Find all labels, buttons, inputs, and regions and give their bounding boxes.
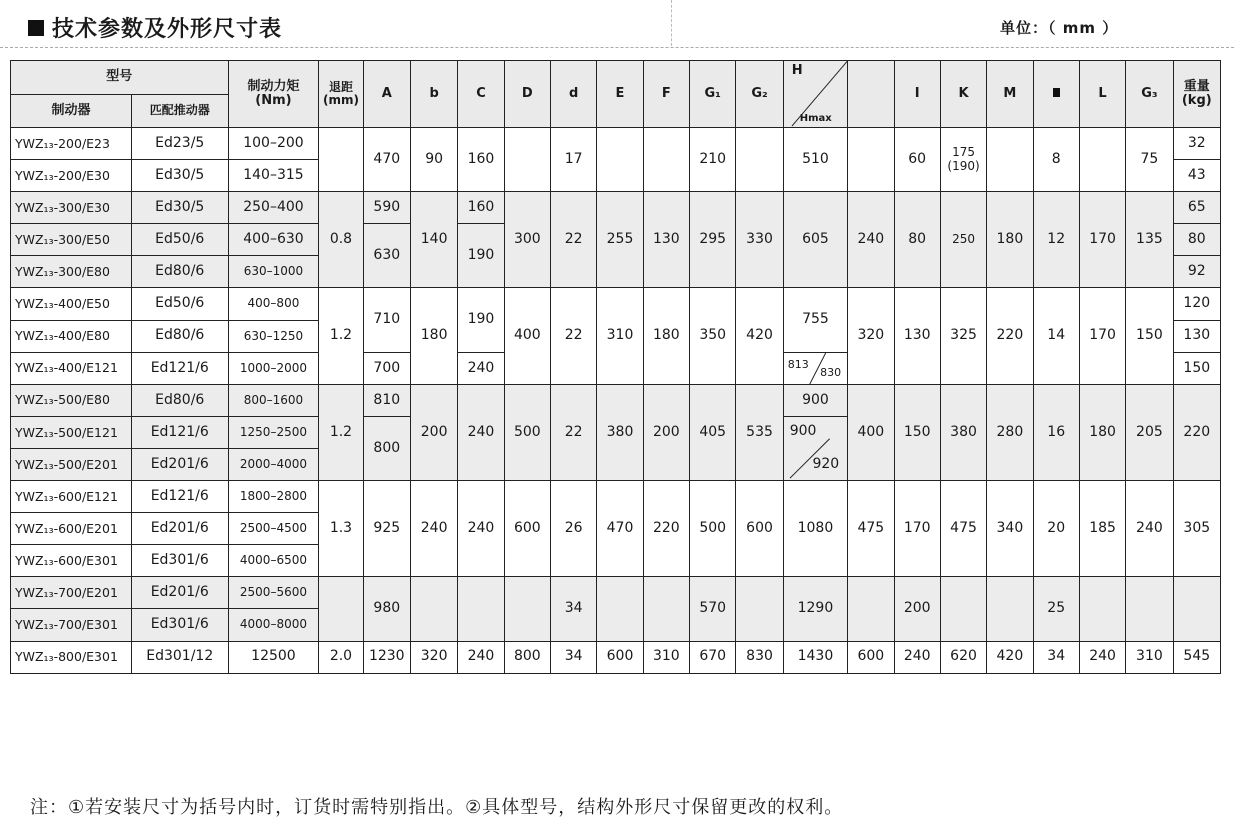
header-G1: G₁ [690, 61, 736, 128]
row-torque: 2500–4500 [228, 513, 319, 545]
cell-D: 800 [504, 641, 550, 673]
header-M: M [987, 61, 1033, 128]
row-model: YWZ₁₃-200/E23 [11, 128, 132, 160]
header-G3: G₃ [1126, 61, 1173, 128]
row-pusher: Ed201/6 [131, 448, 228, 480]
row-pusher: Ed121/6 [131, 416, 228, 448]
cell-H: 605 [783, 192, 847, 288]
header-rule [0, 47, 1234, 48]
row-model: YWZ₁₃-600/E201 [11, 513, 132, 545]
cell-G3 [1126, 577, 1173, 641]
row-torque: 1000–2000 [228, 352, 319, 384]
cell-F: 310 [643, 641, 689, 673]
cell-C: 190 [458, 224, 504, 288]
cell-weight [1173, 577, 1220, 641]
cell-I: 80 [894, 192, 940, 288]
cell-E: 380 [597, 384, 643, 480]
cell-G1: 570 [690, 577, 736, 641]
cell-G2 [736, 577, 783, 641]
cell-weight: 130 [1173, 320, 1220, 352]
cell-I: 240 [894, 641, 940, 673]
cell-D [504, 577, 550, 641]
cell-C: 190 [458, 288, 504, 352]
header-H-top: H [791, 63, 803, 78]
cell-N: 16 [1033, 384, 1079, 480]
cell-C [458, 577, 504, 641]
cell-B: 240 [410, 481, 457, 577]
row-torque: 140–315 [228, 160, 319, 192]
cell-D: 400 [504, 288, 550, 384]
header-K: K [940, 61, 986, 128]
cell-A: 980 [363, 577, 410, 641]
row-pusher: Ed80/6 [131, 384, 228, 416]
cell-blank: 475 [848, 481, 894, 577]
cell-blank: 240 [848, 192, 894, 288]
row-pusher: Ed121/6 [131, 352, 228, 384]
cell-I: 130 [894, 288, 940, 384]
cell-A: 710 [363, 288, 410, 352]
cell-G2: 330 [736, 192, 783, 288]
cell-d: 22 [550, 288, 596, 384]
row-torque: 400–630 [228, 224, 319, 256]
cell-G1: 210 [690, 128, 736, 192]
cell-F: 200 [643, 384, 689, 480]
cell-retreat: 0.8 [319, 192, 363, 288]
cell-L: 185 [1079, 481, 1125, 577]
cell-M: 420 [987, 641, 1033, 673]
cell-weight: 92 [1173, 256, 1220, 288]
cell-M [987, 128, 1033, 192]
cell-retreat: 2.0 [319, 641, 363, 673]
cell-I: 170 [894, 481, 940, 577]
cell-C: 240 [458, 384, 504, 480]
cell-A: 630 [363, 224, 410, 288]
row-torque: 630–1000 [228, 256, 319, 288]
cell-M: 280 [987, 384, 1033, 480]
cell-A: 925 [363, 481, 410, 577]
unit-label: 单位：（ mm ） [1000, 19, 1119, 37]
cell-H: 1430 [783, 641, 847, 673]
cell-G2 [736, 128, 783, 192]
cell-A: 700 [363, 352, 410, 384]
row-pusher: Ed80/6 [131, 256, 228, 288]
cell-E: 310 [597, 288, 643, 384]
row-model: YWZ₁₃-600/E121 [11, 481, 132, 513]
header-d: d [550, 61, 596, 128]
cell-weight: 120 [1173, 288, 1220, 320]
row-pusher: Ed301/12 [131, 641, 228, 673]
cell-B: 90 [410, 128, 457, 192]
cell-H: 510 [783, 128, 847, 192]
cell-L: 240 [1079, 641, 1125, 673]
cell-G2: 830 [736, 641, 783, 673]
cell-retreat: 1.2 [319, 384, 363, 480]
cell-weight: 305 [1173, 481, 1220, 577]
cell-d: 22 [550, 384, 596, 480]
cell-H: 755 [783, 288, 847, 352]
cell-G1: 670 [690, 641, 736, 673]
cell-d: 26 [550, 481, 596, 577]
row-model: YWZ₁₃-600/E301 [11, 545, 132, 577]
cell-weight: 545 [1173, 641, 1220, 673]
cell-N: 25 [1033, 577, 1079, 641]
cell-A: 1230 [363, 641, 410, 673]
cell-E: 470 [597, 481, 643, 577]
cell-E [597, 577, 643, 641]
cell-L [1079, 577, 1125, 641]
header-C: C [458, 61, 504, 128]
cell-G3: 240 [1126, 481, 1173, 577]
row-model: YWZ₁₃-500/E201 [11, 448, 132, 480]
cell-M: 220 [987, 288, 1033, 384]
cell-K-alt: (190) [947, 158, 980, 173]
cell-C: 240 [458, 481, 504, 577]
page-title-text: 技术参数及外形尺寸表 [52, 17, 283, 42]
header-weight-unit: (kg) [1181, 93, 1212, 108]
header-torque-unit: (Nm) [255, 93, 292, 108]
row-torque: 1250–2500 [228, 416, 319, 448]
cell-D: 300 [504, 192, 550, 288]
cell-B: 200 [410, 384, 457, 480]
cell-A: 470 [363, 128, 410, 192]
cell-D: 600 [504, 481, 550, 577]
row-torque: 4000–8000 [228, 609, 319, 641]
cell-H-split [783, 352, 847, 384]
row-model: YWZ₁₃-700/E301 [11, 609, 132, 641]
row-torque: 100–200 [228, 128, 319, 160]
row-model: YWZ₁₃-700/E201 [11, 577, 132, 609]
cell-H-split [783, 416, 847, 480]
header-brake: 制动器 [11, 94, 132, 128]
header-torque-label: 制动力矩 [247, 78, 300, 94]
row-model: YWZ₁₃-300/E30 [11, 192, 132, 224]
header-H [783, 61, 847, 128]
row-model: YWZ₁₃-500/E121 [11, 416, 132, 448]
row-model: YWZ₁₃-300/E50 [11, 224, 132, 256]
row-pusher: Ed30/5 [131, 160, 228, 192]
cell-weight: 43 [1173, 160, 1220, 192]
row-torque: 400–800 [228, 288, 319, 320]
cell-I: 200 [894, 577, 940, 641]
cell-retreat [319, 577, 363, 641]
cell-B [410, 577, 457, 641]
row-model: YWZ₁₃-300/E80 [11, 256, 132, 288]
row-pusher: Ed301/6 [131, 545, 228, 577]
cell-L: 170 [1079, 288, 1125, 384]
cell-C: 240 [458, 352, 504, 384]
page-title [28, 12, 282, 43]
row-torque: 2000–4000 [228, 448, 319, 480]
header-weight [1173, 61, 1220, 128]
row-torque: 12500 [228, 641, 319, 673]
cell-weight: 65 [1173, 192, 1220, 224]
cell-blank [848, 577, 894, 641]
cell-M: 340 [987, 481, 1033, 577]
cell-N: 8 [1033, 128, 1079, 192]
cell-d: 17 [550, 128, 596, 192]
cell-E [597, 128, 643, 192]
header-F: F [643, 61, 689, 128]
header-retreat [319, 61, 363, 128]
cell-G3: 75 [1126, 128, 1173, 192]
row-pusher: Ed80/6 [131, 320, 228, 352]
row-model: YWZ₁₃-400/E80 [11, 320, 132, 352]
row-pusher: Ed30/5 [131, 192, 228, 224]
row-pusher: Ed201/6 [131, 513, 228, 545]
cell-C: 240 [458, 641, 504, 673]
cell-N: 20 [1033, 481, 1079, 577]
cell-B: 140 [410, 192, 457, 288]
cell-K: 380 [940, 384, 986, 480]
cell-H-value-b: 830 [820, 365, 842, 379]
cell-G2: 600 [736, 481, 783, 577]
cell-retreat: 1.2 [319, 288, 363, 384]
cell-G3: 150 [1126, 288, 1173, 384]
cell-M [987, 577, 1033, 641]
cell-F: 180 [643, 288, 689, 384]
footnote: 注：①若安装尺寸为括号内时，订货时需特别指出。②具体型号，结构外形尺寸保留更改的权利。 [30, 797, 844, 818]
cell-K [940, 577, 986, 641]
cell-G1: 295 [690, 192, 736, 288]
cell-K [940, 128, 986, 192]
header-I: I [894, 61, 940, 128]
cell-weight: 32 [1173, 128, 1220, 160]
row-torque: 2500–5600 [228, 577, 319, 609]
cell-I: 150 [894, 384, 940, 480]
header-retreat-label: 退距 [328, 79, 353, 94]
spec-table [10, 60, 1221, 674]
cell-blank [848, 128, 894, 192]
cell-E: 255 [597, 192, 643, 288]
cell-K: 325 [940, 288, 986, 384]
row-pusher: Ed23/5 [131, 128, 228, 160]
cell-A: 810 [363, 384, 410, 416]
cell-I: 60 [894, 128, 940, 192]
cell-L: 180 [1079, 384, 1125, 480]
cell-blank: 400 [848, 384, 894, 480]
cell-blank: 600 [848, 641, 894, 673]
cell-H-value-b: 920 [812, 455, 840, 472]
cell-retreat [319, 128, 363, 192]
row-torque: 4000–6500 [228, 545, 319, 577]
cell-E: 600 [597, 641, 643, 673]
row-model: YWZ₁₃-500/E80 [11, 384, 132, 416]
row-model: YWZ₁₃-800/E301 [11, 641, 132, 673]
cell-blank: 320 [848, 288, 894, 384]
cell-d: 22 [550, 192, 596, 288]
cell-G3: 310 [1126, 641, 1173, 673]
cell-weight: 220 [1173, 384, 1220, 480]
row-model: YWZ₁₃-200/E30 [11, 160, 132, 192]
header-torque [228, 61, 319, 128]
cell-G1: 350 [690, 288, 736, 384]
cell-K-value: 175 [952, 145, 975, 160]
cell-G2: 535 [736, 384, 783, 480]
row-torque: 800–1600 [228, 384, 319, 416]
row-pusher: Ed50/6 [131, 288, 228, 320]
cell-G2: 420 [736, 288, 783, 384]
cell-retreat: 1.3 [319, 481, 363, 577]
cell-H-value-a: 813 [787, 357, 809, 371]
cell-weight: 80 [1173, 224, 1220, 256]
header-divider [671, 0, 672, 46]
header-H-bottom: Hmax [799, 113, 832, 124]
cell-A: 800 [363, 416, 410, 480]
row-pusher: Ed301/6 [131, 609, 228, 641]
header-L: L [1079, 61, 1125, 128]
cell-C: 160 [458, 128, 504, 192]
cell-F: 130 [643, 192, 689, 288]
row-torque: 1800–2800 [228, 481, 319, 513]
black-square-icon [28, 20, 44, 36]
row-pusher: Ed121/6 [131, 481, 228, 513]
row-model: YWZ₁₃-400/E121 [11, 352, 132, 384]
cell-d: 34 [550, 641, 596, 673]
cell-G3: 205 [1126, 384, 1173, 480]
cell-d: 34 [550, 577, 596, 641]
cell-F [643, 577, 689, 641]
title-bar [0, 0, 1234, 48]
cell-D [504, 128, 550, 192]
header-D: D [504, 61, 550, 128]
cell-L: 170 [1079, 192, 1125, 288]
cell-H: 900 [783, 384, 847, 416]
cell-K: 620 [940, 641, 986, 673]
cell-weight: 150 [1173, 352, 1220, 384]
cell-G1: 405 [690, 384, 736, 480]
row-pusher: Ed50/6 [131, 224, 228, 256]
cell-F: 220 [643, 481, 689, 577]
cell-G3: 135 [1126, 192, 1173, 288]
cell-B: 320 [410, 641, 457, 673]
cell-M: 180 [987, 192, 1033, 288]
cell-N: 34 [1033, 641, 1079, 673]
row-pusher: Ed201/6 [131, 577, 228, 609]
header-weight-label: 重量 [1183, 78, 1210, 94]
row-torque: 630–1250 [228, 320, 319, 352]
cell-K: 250 [940, 192, 986, 288]
header-retreat-unit: (mm) [322, 93, 359, 107]
cell-H: 1290 [783, 577, 847, 641]
cell-A: 590 [363, 192, 410, 224]
header-model: 型号 [11, 61, 229, 95]
header-blank [848, 61, 894, 128]
cell-L [1079, 128, 1125, 192]
header-B: b [410, 61, 457, 128]
cell-B: 180 [410, 288, 457, 384]
header-E: E [597, 61, 643, 128]
header-pusher: 匹配推动器 [131, 94, 228, 128]
cell-F [643, 128, 689, 192]
cell-H: 1080 [783, 481, 847, 577]
cell-C: 160 [458, 192, 504, 224]
cell-H-value-a: 900 [789, 422, 817, 439]
black-block-icon [1053, 88, 1060, 97]
cell-K: 475 [940, 481, 986, 577]
row-torque: 250–400 [228, 192, 319, 224]
cell-N: 14 [1033, 288, 1079, 384]
row-model: YWZ₁₃-400/E50 [11, 288, 132, 320]
cell-N: 12 [1033, 192, 1079, 288]
header-G2: G₂ [736, 61, 783, 128]
cell-D: 500 [504, 384, 550, 480]
header-N [1033, 61, 1079, 128]
cell-G1: 500 [690, 481, 736, 577]
header-A: A [363, 61, 410, 128]
